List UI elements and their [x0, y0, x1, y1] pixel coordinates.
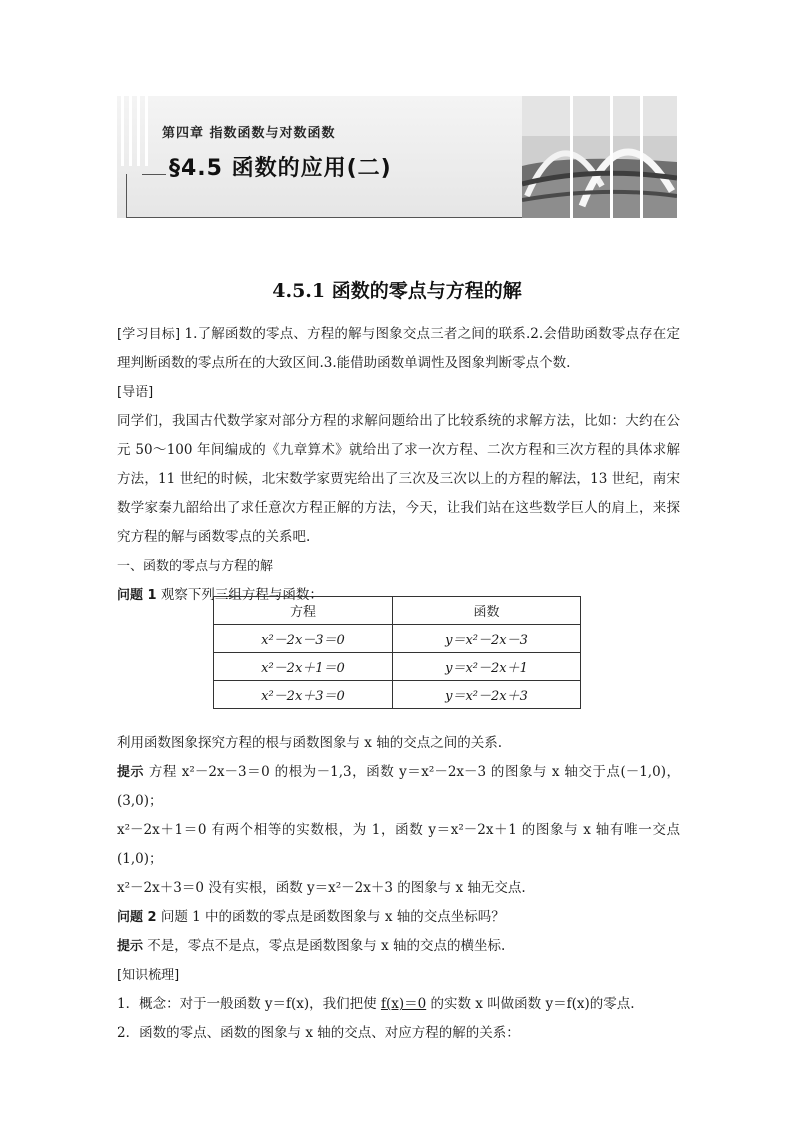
table-header-row: [214, 597, 581, 625]
hint-1-label: 提示: [117, 765, 145, 780]
knowledge-item-2: 2．函数的零点、函数的图象与 x 轴的交点、对应方程的解的关系：: [117, 1025, 520, 1041]
table-header-function: 函数: [393, 597, 581, 625]
table-cell: x²－2x＋1＝0: [214, 653, 393, 681]
table-cell: y＝x²－2x＋3: [393, 681, 581, 709]
equation-function-table: [213, 596, 581, 709]
table-row: [214, 653, 581, 681]
banner-rule: [142, 174, 166, 175]
chapter-title: 第四章 指数函数与对数函数: [162, 126, 336, 141]
knowledge-item-1-blank: f(x)＝0: [380, 996, 427, 1012]
knowledge-item-1-post: 的实数 x 叫做函数 y＝f(x)的零点.: [426, 996, 635, 1012]
intro-text: 同学们，我国古代数学家对部分方程的求解问题给出了比较系统的求解方法，比如：大约在公元 50～100 年间编成的《九章算术》就给出了求一次方程、二次方程和三次方程的具体求解方法，11 世纪的时候，北宋数学家贾宪给出了三次及三次以上的方程的解法，13 世纪，南宋数学家秦九韶给出了求任意次方程正解的方法，今天，让我们站在这些数学巨人的肩上，来探究方程的解与函数零点的关系吧.: [117, 413, 680, 545]
hint-1-line-1: [117, 758, 680, 816]
section1-heading: 一、函数的零点与方程的解: [117, 559, 274, 574]
learning-objectives: [117, 320, 680, 378]
hint-2: [117, 932, 680, 961]
hint-1-line-3: x²－2x＋3＝0 没有实根，函数 y＝x²－2x＋3 的图象与 x 轴无交点.: [117, 880, 526, 896]
question-1-text: 观察下列三组方程与函数：: [156, 587, 323, 603]
knowledge-item-1: [117, 990, 680, 1019]
objectives-label: [学习目标]: [117, 327, 181, 342]
hint-2-text: 不是，零点不是点，零点是函数图象与 x 轴的交点的横坐标.: [143, 938, 506, 954]
table-row: [214, 681, 581, 709]
bridge-image: [522, 96, 677, 218]
hint-1-text: 方程 x²－2x－3＝0 的根为－1,3，函数 y＝x²－2x－3 的图象与 x 轴交于点(－1,0)，(3,0)；: [117, 764, 680, 809]
table-row: [214, 625, 581, 653]
bridge-photo: [522, 96, 677, 218]
hint-1-line-2: x²－2x＋1＝0 有两个相等的实数根，为 1，函数 y＝x²－2x＋1 的图象与 x 轴有唯一交点(1,0)；: [117, 822, 680, 867]
knowledge-label: [知识梳理]: [117, 968, 180, 983]
question-1-label: 问题 1: [117, 588, 157, 603]
hint-2-label: 提示: [117, 939, 144, 954]
lesson-body-continued: [117, 729, 680, 1048]
table-cell: y＝x²－2x＋1: [393, 653, 581, 681]
table-cell: y＝x²－2x－3: [393, 625, 581, 653]
banner-rule-vertical: [126, 174, 127, 218]
after-table-text: 利用函数图象探究方程的根与函数图象与 x 轴的交点之间的关系.: [117, 735, 502, 751]
chapter-banner: [117, 96, 677, 218]
table-header-equation: 方程: [214, 597, 393, 625]
banner-stripes: [117, 96, 153, 166]
table-cell: x²－2x＋3＝0: [214, 681, 393, 709]
lesson-title: 4.5.1 函数的零点与方程的解: [272, 280, 522, 302]
question-2-text: 问题 1 中的函数的零点是函数图象与 x 轴的交点坐标吗？: [156, 909, 505, 925]
objectives-text: 1.了解函数的零点、方程的解与图象交点三者之间的联系.2.会借助函数零点存在定理判断函数的零点所在的大致区间.3.能借助函数单调性及图象判断零点个数.: [117, 326, 680, 371]
question-2: [117, 903, 680, 932]
lesson-body: [117, 320, 680, 610]
question-2-label: 问题 2: [117, 910, 157, 925]
knowledge-item-1-pre: 1．概念：对于一般函数 y＝f(x)，我们把使: [117, 996, 381, 1012]
intro-label: [导语]: [117, 385, 154, 400]
table-cell: x²－2x－3＝0: [214, 625, 393, 653]
section-title: §4.5 函数的应用(二): [169, 156, 392, 181]
